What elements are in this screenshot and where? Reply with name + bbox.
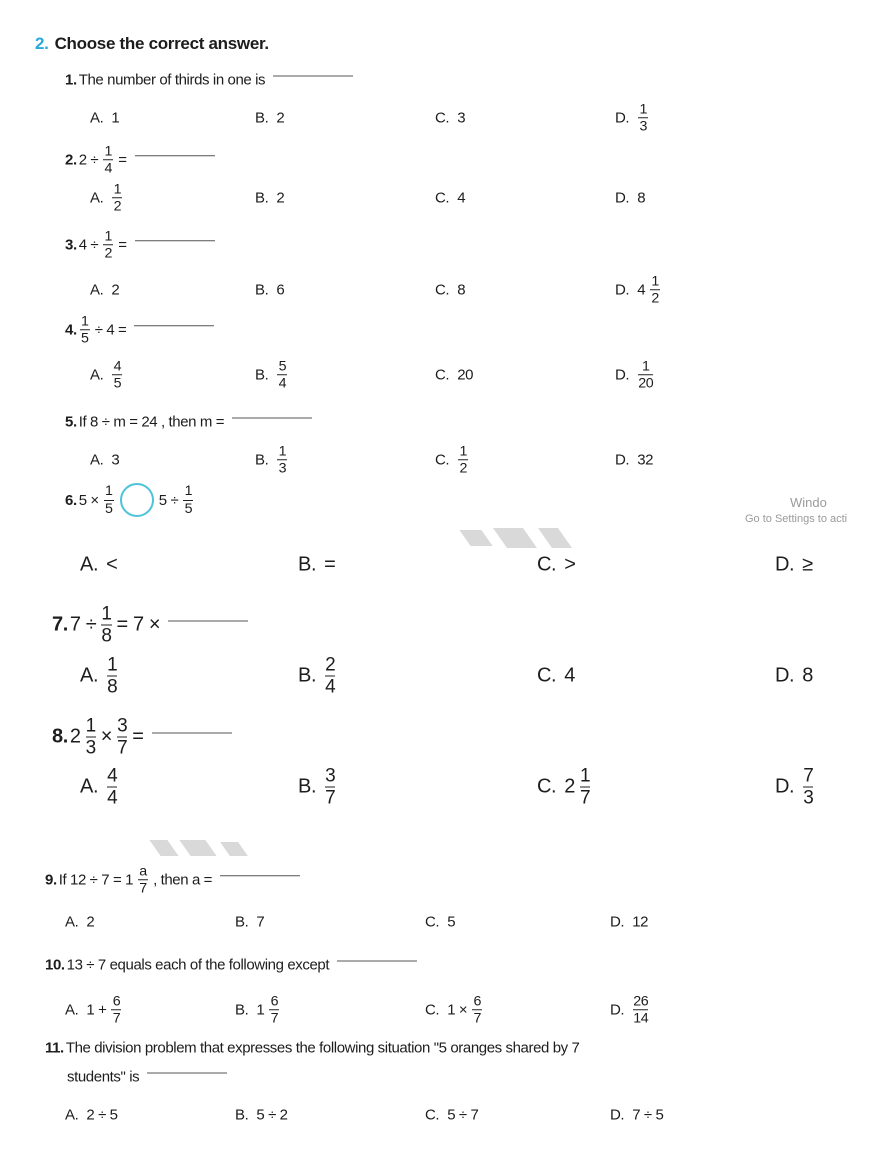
fraction <box>107 767 117 808</box>
text-segment: 5 ÷ <box>158 491 179 509</box>
fraction <box>138 864 148 896</box>
fraction-numerator: 1 <box>641 358 650 375</box>
option-label: A. <box>90 451 104 469</box>
text-segment: 3 <box>457 109 466 127</box>
answer-option-b[interactable] <box>255 190 286 207</box>
option-label: B. <box>255 451 269 469</box>
question-stem <box>65 72 353 89</box>
answer-option-d[interactable] <box>610 1107 665 1124</box>
answer-blank[interactable] <box>337 961 417 962</box>
fraction <box>86 717 96 758</box>
option-label: B. <box>255 281 269 299</box>
answer-option-c[interactable] <box>435 110 467 127</box>
text-segment: 8 <box>802 664 813 687</box>
fraction-denominator: 4 <box>107 787 118 809</box>
answer-option-d[interactable] <box>615 359 656 391</box>
fraction-numerator: 1 <box>579 765 591 787</box>
option-label: D. <box>775 775 795 798</box>
fraction-numerator: 1 <box>104 143 113 160</box>
question-number: 7. <box>52 613 68 636</box>
fraction <box>325 767 335 808</box>
option-label: D. <box>775 664 795 687</box>
answer-option-a[interactable] <box>65 994 124 1026</box>
text-segment: If 8 ÷ m = 24 , then m = <box>78 413 225 431</box>
answer-option-b[interactable] <box>255 110 286 127</box>
answer-blank[interactable] <box>135 156 215 157</box>
answer-option-c[interactable] <box>425 994 485 1026</box>
fraction <box>80 314 90 346</box>
answer-blank[interactable] <box>273 76 353 77</box>
answer-option-b[interactable] <box>255 444 290 476</box>
option-label: D. <box>610 913 625 931</box>
fraction-denominator: 8 <box>101 625 112 647</box>
answer-option-b[interactable] <box>298 554 337 577</box>
text-segment: = 7 × <box>116 613 161 636</box>
answer-option-d[interactable] <box>615 102 651 134</box>
fraction-denominator: 2 <box>651 290 659 307</box>
fraction-denominator: 7 <box>270 1010 279 1027</box>
fraction <box>580 767 590 808</box>
fraction-denominator: 7 <box>139 880 147 897</box>
text-segment: 13 ÷ 7 equals each of the following except <box>66 956 330 974</box>
option-label: B. <box>255 109 269 127</box>
question-number: 4. <box>65 321 77 339</box>
comparison-circle[interactable] <box>120 483 154 517</box>
option-label: C. <box>435 109 450 127</box>
text-segment: 1 <box>111 109 120 127</box>
option-label: B. <box>298 775 317 798</box>
text-segment: The division problem that expresses the following situation "5 oranges shared by 7 <box>65 1039 580 1057</box>
option-label: D. <box>615 366 630 384</box>
fraction-denominator: 3 <box>85 737 96 759</box>
fraction-numerator: 1 <box>85 715 96 737</box>
text-segment: 12 <box>632 913 649 931</box>
section-header <box>35 34 269 54</box>
question-number: 10. <box>45 956 65 974</box>
text-segment: > <box>564 553 576 576</box>
text-segment: 4 <box>457 189 466 207</box>
fraction-numerator: 1 <box>184 483 193 500</box>
text-segment: 1 + <box>86 1001 107 1019</box>
fraction-numerator: a <box>139 863 147 880</box>
decorative-stripe <box>220 842 248 856</box>
question-number: 1. <box>65 71 77 89</box>
text-segment: = <box>132 725 144 748</box>
text-segment: = <box>118 236 127 254</box>
text-segment: 2 ÷ 5 <box>86 1106 118 1124</box>
option-label: A. <box>80 664 99 687</box>
text-segment: 7 <box>256 913 265 931</box>
question-number: 8. <box>52 725 68 748</box>
fraction-numerator: 1 <box>459 443 467 460</box>
fraction <box>277 359 287 391</box>
question-stem <box>52 717 232 758</box>
fraction <box>277 444 287 476</box>
fraction <box>111 994 121 1026</box>
question-stem <box>45 1040 582 1057</box>
fraction-numerator: 2 <box>325 654 336 676</box>
answer-option-d[interactable] <box>775 665 815 688</box>
fraction-numerator: 1 <box>639 101 647 118</box>
option-label: D. <box>610 1106 625 1124</box>
fraction-denominator: 14 <box>633 1010 649 1027</box>
fraction <box>104 484 114 516</box>
text-segment: 8 <box>637 189 646 207</box>
text-segment: 4 <box>637 281 646 299</box>
text-segment: 2 <box>276 189 285 207</box>
fraction-numerator: 7 <box>803 765 814 787</box>
option-label: C. <box>435 366 450 384</box>
option-label: B. <box>255 366 269 384</box>
option-label: A. <box>90 281 104 299</box>
fraction <box>650 274 660 306</box>
text-segment: ÷ 4 = <box>94 321 127 339</box>
option-label: C. <box>537 775 557 798</box>
answer-option-c[interactable] <box>435 444 471 476</box>
question-stem <box>65 314 214 346</box>
text-segment: The number of thirds in one is <box>78 71 266 89</box>
fraction-denominator: 5 <box>184 500 193 517</box>
fraction-denominator: 3 <box>803 787 814 809</box>
question-number: 6. <box>65 491 77 509</box>
text-segment: 2 ÷ <box>78 151 99 169</box>
fraction-numerator: 1 <box>80 313 89 330</box>
fraction-denominator: 7 <box>112 1010 121 1027</box>
text-segment: 5 ÷ 7 <box>447 1106 479 1124</box>
fraction-denominator: 7 <box>325 787 336 809</box>
decorative-stripe <box>149 840 178 856</box>
text-segment: 2 <box>564 775 575 798</box>
answer-option-b[interactable] <box>235 914 266 931</box>
fraction-denominator: 5 <box>80 330 89 347</box>
option-label: A. <box>65 913 79 931</box>
fraction <box>325 656 335 697</box>
answer-option-c[interactable] <box>435 367 475 384</box>
fraction <box>103 229 113 261</box>
answer-option-b[interactable] <box>235 1107 290 1124</box>
fraction-denominator: 4 <box>325 676 336 698</box>
fraction <box>803 767 813 808</box>
answer-option-b[interactable] <box>298 656 338 697</box>
fraction-denominator: 2 <box>459 460 467 477</box>
fraction-numerator: 1 <box>105 483 113 500</box>
option-label: B. <box>298 664 317 687</box>
option-label: A. <box>65 1106 79 1124</box>
fraction <box>117 717 127 758</box>
option-label: A. <box>80 775 99 798</box>
answer-option-d[interactable] <box>615 452 655 469</box>
text-segment: 5 <box>447 913 456 931</box>
question-stem <box>65 483 196 517</box>
option-label: D. <box>775 553 795 576</box>
fraction-numerator: 6 <box>473 993 482 1010</box>
option-label: B. <box>235 913 249 931</box>
text-segment: 2 <box>276 109 285 127</box>
fraction-numerator: 4 <box>113 358 122 375</box>
question-number: 11. <box>45 1039 64 1057</box>
answer-option-d[interactable] <box>775 554 815 577</box>
answer-option-a[interactable] <box>90 182 125 214</box>
question-stem <box>65 1069 227 1086</box>
text-segment: 2 <box>69 725 81 748</box>
fraction-numerator: 3 <box>117 715 128 737</box>
answer-option-a[interactable] <box>90 359 125 391</box>
answer-option-c[interactable] <box>537 665 577 688</box>
text-segment: 4 <box>564 664 575 687</box>
option-label: C. <box>435 451 450 469</box>
answer-option-a[interactable] <box>90 452 121 469</box>
answer-blank[interactable] <box>147 1073 227 1074</box>
answer-option-d[interactable] <box>775 767 816 808</box>
text-segment: × <box>100 725 113 748</box>
question-number: 9. <box>45 871 57 889</box>
answer-blank[interactable] <box>232 418 312 419</box>
answer-blank[interactable] <box>135 241 215 242</box>
fraction-numerator: 1 <box>113 181 122 198</box>
fraction <box>183 484 193 516</box>
answer-blank[interactable] <box>152 733 232 734</box>
fraction-numerator: 6 <box>112 993 121 1010</box>
fraction <box>101 605 111 646</box>
text-segment: 20 <box>457 366 474 384</box>
question-stem <box>65 414 312 431</box>
option-label: C. <box>425 913 440 931</box>
answer-blank[interactable] <box>168 621 248 622</box>
decorative-stripe <box>179 840 216 856</box>
fraction <box>638 102 648 134</box>
decorative-stripe <box>493 528 537 548</box>
option-label: C. <box>425 1106 440 1124</box>
option-label: B. <box>255 189 269 207</box>
question-number: 3. <box>65 236 77 254</box>
fraction <box>638 359 653 391</box>
question-stem <box>52 605 248 646</box>
question-number: 2. <box>65 151 77 169</box>
text-segment: 3 <box>111 451 120 469</box>
text-segment: 7 ÷ 5 <box>632 1106 664 1124</box>
fraction <box>107 656 117 697</box>
answer-blank[interactable] <box>220 876 300 877</box>
watermark-activate: Go to Settings to acti <box>745 513 848 525</box>
fraction-denominator: 20 <box>638 375 654 392</box>
option-label: C. <box>537 553 557 576</box>
option-label: D. <box>615 281 630 299</box>
text-segment: 8 <box>457 281 466 299</box>
answer-option-c[interactable] <box>435 190 467 207</box>
watermark-windows: Windo <box>790 495 827 510</box>
fraction-denominator: 2 <box>104 245 113 262</box>
fraction-numerator: 1 <box>104 228 113 245</box>
fraction-numerator: 1 <box>278 443 287 460</box>
answer-option-a[interactable] <box>80 767 120 808</box>
text-segment: 2 <box>111 281 120 299</box>
option-label: B. <box>235 1106 249 1124</box>
answer-option-b[interactable] <box>255 359 290 391</box>
option-label: C. <box>537 664 557 687</box>
fraction <box>458 444 468 476</box>
fraction-denominator: 5 <box>105 500 113 517</box>
fraction-denominator: 4 <box>104 160 113 177</box>
option-label: D. <box>610 1001 625 1019</box>
option-label: C. <box>435 189 450 207</box>
text-segment: ≥ <box>802 553 813 576</box>
option-label: A. <box>80 553 99 576</box>
answer-option-d[interactable] <box>610 914 650 931</box>
answer-option-a[interactable] <box>90 110 121 127</box>
answer-option-b[interactable] <box>235 994 282 1026</box>
option-label: C. <box>425 1001 440 1019</box>
fraction-denominator: 2 <box>113 198 122 215</box>
question-stem <box>45 864 300 896</box>
answer-option-a[interactable] <box>65 1107 120 1124</box>
question-stem <box>65 229 215 261</box>
text-segment: 5 × <box>78 491 99 509</box>
fraction-denominator: 7 <box>117 737 128 759</box>
fraction-denominator: 3 <box>639 118 647 135</box>
answer-option-c[interactable] <box>425 914 457 931</box>
fraction <box>103 144 113 176</box>
text-segment: 5 ÷ 2 <box>256 1106 288 1124</box>
fraction-denominator: 4 <box>278 375 287 392</box>
text-segment: students" is <box>67 1068 140 1086</box>
text-segment: If 12 ÷ 7 = 1 <box>58 871 134 889</box>
text-segment: 32 <box>637 451 654 469</box>
option-label: B. <box>298 553 317 576</box>
text-segment: 4 ÷ <box>78 236 99 254</box>
text-segment: 6 <box>276 281 285 299</box>
fraction-numerator: 5 <box>278 358 287 375</box>
fraction-numerator: 1 <box>101 603 112 625</box>
option-label: C. <box>435 281 450 299</box>
fraction <box>472 994 482 1026</box>
text-segment: < <box>106 553 118 576</box>
option-label: A. <box>90 366 104 384</box>
decorative-stripe <box>459 530 492 546</box>
fraction <box>112 182 122 214</box>
option-label: A. <box>90 189 104 207</box>
text-segment: 7 ÷ <box>69 613 97 636</box>
answer-option-d[interactable] <box>615 190 647 207</box>
answer-option-c[interactable] <box>425 1107 480 1124</box>
fraction-numerator: 1 <box>651 273 659 290</box>
fraction-denominator: 5 <box>113 375 122 392</box>
question-stem <box>45 957 417 974</box>
option-label: D. <box>615 109 630 127</box>
fraction-denominator: 3 <box>278 460 287 477</box>
option-label: B. <box>235 1001 249 1019</box>
text-segment: 1 × <box>447 1001 468 1019</box>
section-title: Choose the correct answer. <box>54 34 269 53</box>
question-stem <box>65 144 215 176</box>
fraction-denominator: 7 <box>473 1010 482 1027</box>
answer-option-d[interactable] <box>615 274 663 306</box>
answer-option-a[interactable] <box>80 554 119 577</box>
answer-blank[interactable] <box>134 326 214 327</box>
fraction-numerator: 6 <box>270 993 279 1010</box>
answer-option-d[interactable] <box>610 994 651 1026</box>
fraction <box>112 359 122 391</box>
fraction-numerator: 3 <box>325 765 336 787</box>
option-label: D. <box>615 451 630 469</box>
decorative-stripe <box>538 528 572 548</box>
answer-option-b[interactable] <box>255 282 286 299</box>
answer-option-a[interactable] <box>80 656 120 697</box>
fraction <box>269 994 279 1026</box>
text-segment: = <box>324 553 336 576</box>
fraction <box>633 994 648 1026</box>
answer-option-c[interactable] <box>537 554 577 577</box>
answer-option-a[interactable] <box>90 282 121 299</box>
question-number: 5. <box>65 413 77 431</box>
fraction-denominator: 8 <box>107 676 118 698</box>
option-label: A. <box>90 109 104 127</box>
fraction-denominator: 7 <box>579 787 591 809</box>
text-segment: 1 <box>256 1001 265 1019</box>
text-segment: , then a = <box>153 871 213 889</box>
text-segment: 2 <box>86 913 95 931</box>
option-label: A. <box>65 1001 79 1019</box>
answer-option-c[interactable] <box>435 282 467 299</box>
text-segment: = <box>118 151 127 169</box>
answer-option-c[interactable] <box>537 767 593 808</box>
section-number: 2. <box>35 34 49 53</box>
fraction-numerator: 1 <box>107 654 118 676</box>
fraction-numerator: 4 <box>107 765 118 787</box>
answer-option-b[interactable] <box>298 767 338 808</box>
option-label: D. <box>615 189 630 207</box>
fraction-numerator: 26 <box>633 993 649 1010</box>
answer-option-a[interactable] <box>65 914 96 931</box>
